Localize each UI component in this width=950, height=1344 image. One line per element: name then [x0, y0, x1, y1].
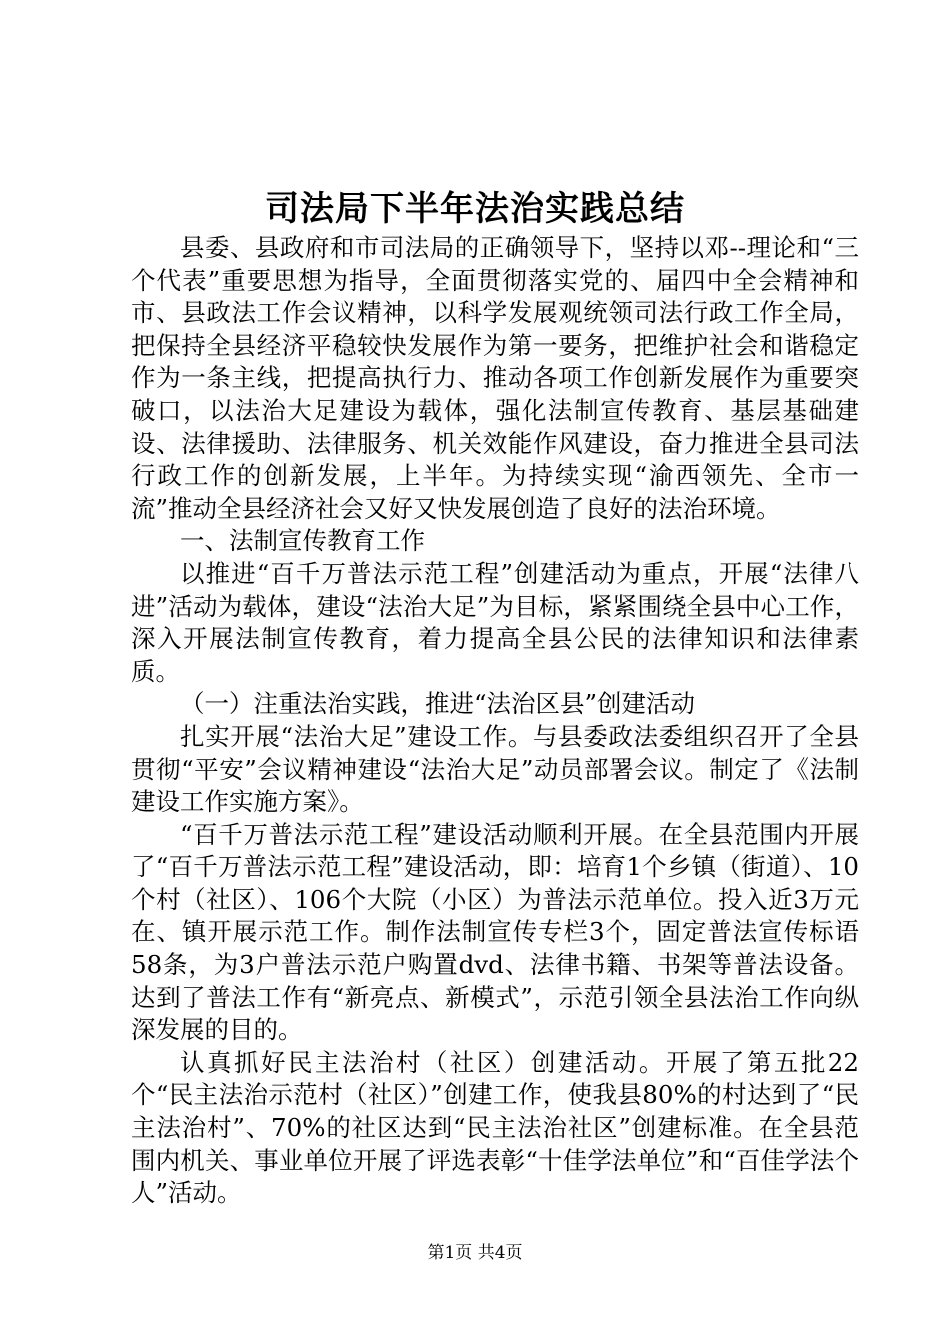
paragraph-rule-of-law: 扎实开展“法治大足”建设工作。与县委政法委组织召开了全县贯彻“平安”会议精神建设“法治大足”动员部署会议。制定了《法制建设工作实施方案》。 [131, 721, 859, 817]
document-title: 司法局下半年法治实践总结 [265, 189, 685, 229]
paragraph-section-1: 以推进“百千万普法示范工程”创建活动为重点，开展“法律八进”活动为载体，建设“法治大足”为目标，紧紧围绕全县中心工作，深入开展法制宣传教育，着力提高全县公民的法律知识和法律素质。 [131, 558, 859, 686]
paragraph-democratic-village: 认真抓好民主法治村（社区）创建活动。开展了第五批22个“民主法治示范村（社区）”创建工作，使我县80%的村达到了“民主法治村”、70%的社区达到“民主法治社区”创建标准。在全县范围内机关、事业单位开展了评选表彰“十佳学法单位”和“百佳学法个人”活动。 [131, 1047, 859, 1208]
paragraph-demonstration-project: “百千万普法示范工程”建设活动顺利开展。在全县范围内开展了“百千万普法示范工程”建设活动，即：培育1个乡镇（街道）、10个村（社区）、106个大院（小区）为普法示范单位。投入近3万元在、镇开展示范工作。制作法制宣传专栏3个，固定普法宣传标语58条，为3户普法示范户购置dvd、法律书籍、书架等普法设备。达到了普法工作有“新亮点、新模式”，示范引领全县法治工作向纵深发展的目的。 [131, 819, 859, 1045]
page-footer: 第1页 共4页 [427, 1243, 523, 1263]
paragraph-intro: 县委、县政府和市司法局的正确领导下，坚持以邓--理论和“三个代表”重要思想为指导，全面贯彻落实党的、届四中全会精神和市、县政法工作会议精神，以科学发展观统领司法行政工作全局，把保持全县经济平稳较快发展作为第一要务，把维护社会和谐稳定作为一条主线，把提高执行力、推动各项工作创新发展作为重要突破口，以法治大足建设为载体，强化法制宣传教育、基层基础建设、法律援助、法律服务、机关效能作风建设，奋力推进全县司法行政工作的创新发展，上半年。为持续实现“渝西领先、全市一流”推动全县经济社会又好又快发展创造了良好的法治环境。 [131, 233, 859, 523]
section-heading-1: 一、法制宣传教育工作 [180, 526, 425, 556]
document-body [131, 232, 859, 1210]
subsection-heading-1: （一）注重法治实践，推进“法治区县”创建活动 [180, 689, 696, 719]
